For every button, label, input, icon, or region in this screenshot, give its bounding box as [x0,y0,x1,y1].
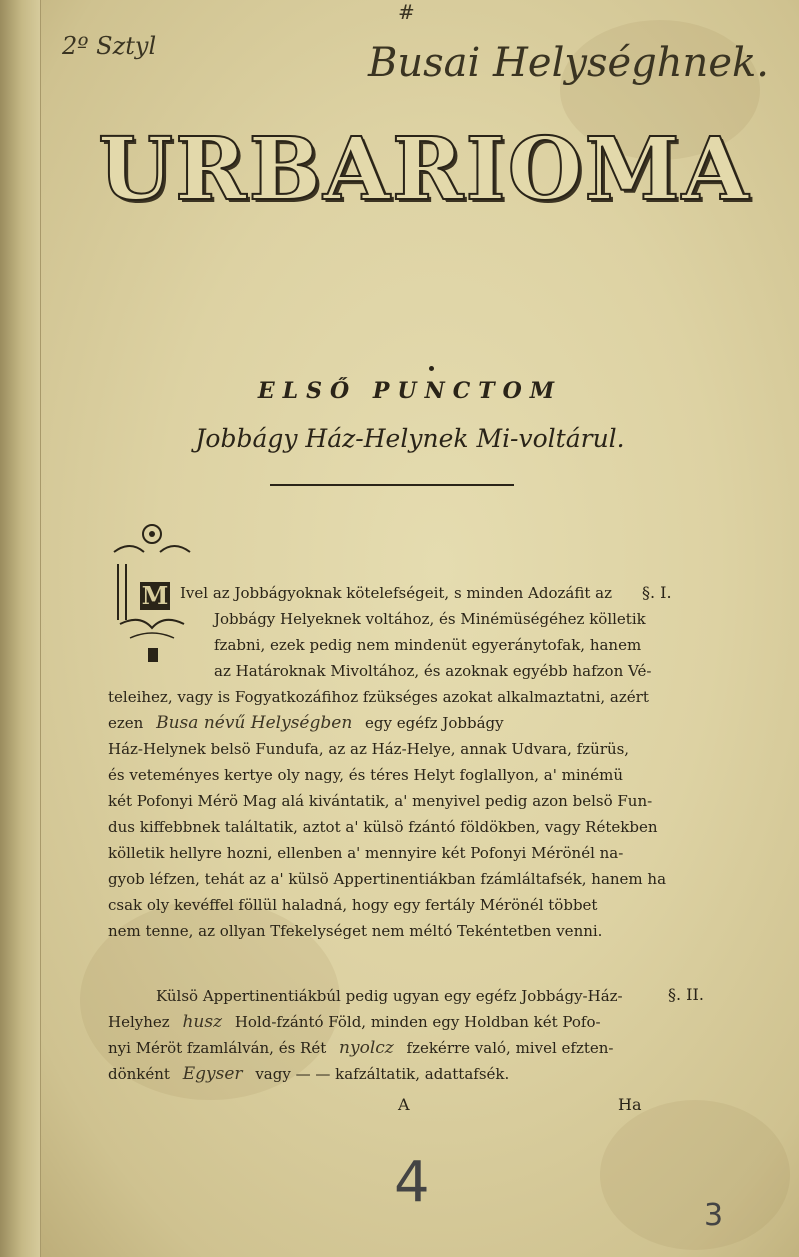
text-fragment: Helyhez [108,1013,170,1031]
section-heading: ELSŐ PUNCTOM [257,378,563,404]
paragraph-2 [108,983,678,1087]
text-line: Ivel az Jobbágyoknak kötelefségeit, s minden Adozáfit az [180,584,612,602]
text-line: csak oly kevéffel föllül haladná, hogy egy fertály Mérönél többet [108,896,598,914]
text-line: az Határoknak Mivoltához, és azoknak egyébb hafzon Vé- [214,662,652,680]
text-fragment: vagy — — [255,1065,331,1083]
section-number-2: §. II. [668,985,704,1004]
text-line-with-insert [108,1009,678,1035]
heading-rule [270,484,514,486]
text-fragment: kafzáltatik, adattafsék. [335,1065,510,1083]
handwritten-title-note: Busai Helységhnek. [368,40,769,86]
text-line: Jobbágy Helyeknek voltához, és Minémüségéhez kölletik [214,610,646,628]
text-fragment: egy egéfz Jobbágy [365,714,504,732]
text-fragment: nyi Méröt fzamlálván, és Rét [108,1039,327,1057]
pencil-page-number: 4 [394,1150,430,1215]
text-line: fzabni, ezek pedig nem mindenüt egyeránytofak, hanem [214,636,642,654]
text-line: Külsö Appertinentiákbúl pedig ugyan egy egéfz Jobbágy-Ház- [156,987,623,1005]
handwritten-times-insert: Egyser [182,1064,243,1084]
text-fragment: ezen [108,714,144,732]
paper-stain [600,1100,790,1250]
section-number-1: §. I. [642,583,672,602]
text-line-with-insert [108,710,678,736]
handwritten-meadow-count: nyolcz [339,1038,394,1058]
pencil-corner-number: 3 [704,1198,724,1233]
handwritten-place-insert: Busa névű Helységben [156,713,353,733]
page-spine-edge [0,0,41,1257]
text-line: két Pofonyi Mérö Mag alá kivántatik, a' menyivel pedig azon belsö Fun- [108,792,653,810]
text-line: és veteményes kertye oly nagy, és téres Helyt foglallyon, a' minémü [108,766,624,784]
catchword-right: Ha [618,1095,642,1114]
text-line-with-insert [108,1061,678,1087]
text-line: kölletik hellyre hozni, ellenben a' mennyire két Pofonyi Mérönél na- [108,844,624,862]
text-line: Ház-Helynek belsö Fundufa, az az Ház-Helye, annak Udvara, fzürüs, [108,740,630,758]
text-fragment: Hold-fzántó Föld, minden egy Holdban két Pofo- [234,1013,601,1031]
handwritten-mark: # [398,0,415,24]
text-line: gyob léfzen, tehát az a' külsö Appertinentiákban fzámláltafsék, hanem ha [108,870,667,888]
text-fragment: fzekérre való, mivel efzten- [406,1039,614,1057]
text-line: nem tenne, az ollyan Tfekelységet nem méltó Tekéntetben venni. [108,922,603,940]
section-subheading: Jobbágy Ház-Helynek Mi-voltárul. [195,424,625,453]
drop-cap: M [141,581,169,610]
text-line: dus kiffebbnek találtatik, aztot a' külsö fzántó földökben, vagy Rétekben [108,818,658,836]
heading-dot [429,366,434,371]
paragraph-1 [108,580,678,944]
text-fragment: dönként [108,1065,170,1083]
catchword-left: A [398,1095,410,1114]
text-line: teleihez, vagy is Fogyatkozáfihoz fzükséges azokat alkalmaztatni, azért [108,688,649,706]
document-title: URBARIOMA [98,119,751,220]
handwritten-field-count: husz [182,1012,223,1032]
text-line-with-insert [108,1035,678,1061]
handwritten-top-left-note: 2º Sztyl [62,32,157,60]
